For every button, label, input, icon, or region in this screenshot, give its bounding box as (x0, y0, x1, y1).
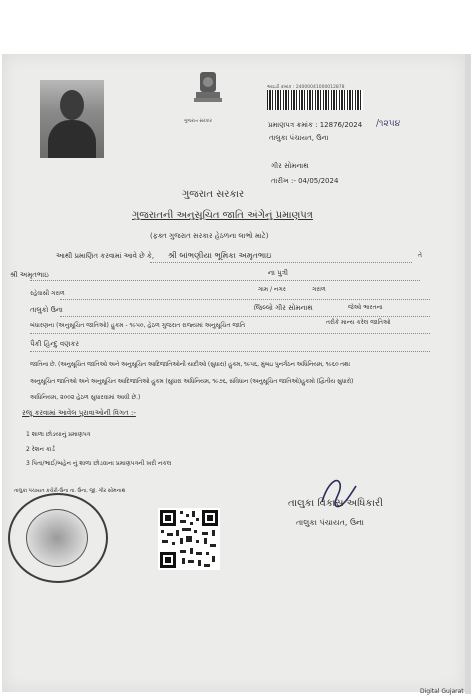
taluka: તાલુકો ઉના (30, 306, 63, 314)
signatory-office: તાલુકા પંચાયત, ઉના (296, 518, 364, 527)
district-line: ગીર સોમનાથ (271, 162, 309, 170)
handwritten-number: /૧૨૫૪ (376, 119, 401, 129)
legal-para-1: જાતિના છે. (અનુસૂચિત જાતિઓ અને અનુસૂચિત આદિજાતિઓની યાદીઓ (સુધારા) હુકમ, ૧૯૫૬, મુંબઇ પુનર્ગઠન અધિનિયમ, ૧૯૬૦ તથા (30, 361, 350, 368)
qr-code (158, 508, 220, 570)
caste: પૈકી હિન્દુ વણકર (30, 340, 79, 348)
evidence-heading: રજૂ કરવામાં આવેલ પુરાવાઓની વિગત :- (22, 409, 136, 417)
row4-end: જેઓ ભારતના (348, 304, 383, 311)
national-emblem-icon (186, 70, 230, 116)
evidence-item-3: 3 પિતા/ભાઈ/બહેન નું શાળા છોડવાના પ્રમાણપત્રની ખરી નકલ (26, 460, 172, 467)
barcode-number: આઇડી ક્રમાંક : 24000041000012878 (267, 85, 345, 90)
stamp-text: તાલુકા પંચાયત કચેરી-ઉના તા. ઉના, જી. ગીર સોમનાથ (14, 488, 126, 494)
applicant-photo (40, 80, 104, 158)
village-label: ગામ / નગર (258, 286, 286, 293)
signatory-title: તાલુકા વિકાસ અધિકારી (288, 498, 383, 509)
office-stamp (8, 488, 126, 583)
row4-line (60, 316, 430, 317)
office-line: તાલુકા પંચાયત, ઉના (269, 134, 329, 142)
village-value: ગરાળ (312, 286, 326, 293)
father-name: શ્રી અમૃતભાઇ (10, 271, 49, 279)
page-edge (465, 54, 471, 694)
row3-line (60, 299, 430, 300)
issue-date: તારીખ :- 04/05/2024 (271, 177, 339, 185)
evidence-item-1: 1 શાળા છોડયાનું પ્રમાણપત્ર (26, 431, 91, 438)
certify-prefix: આથી પ્રમાણિત કરવામાં આવે છે કે, (56, 252, 155, 260)
footer-corner: Digital Gujarat (420, 688, 464, 695)
name-line (150, 262, 412, 263)
order-line: બંધારણના (અનુસૂચિત જાતિઓ) હુકમ - ૧૯૫૦, હેઠળ ગુજરાત રાજ્યમાં અનુસૂચિત જાતિ (30, 322, 246, 329)
holder-name: શ્રી બાંભણીયા ભૂમિકા અમૃતભાઇ (168, 251, 272, 260)
government-heading: ગુજરાત સરકાર (182, 189, 245, 200)
legal-para-3: અધિનિયમ, ૨૦૦૨ હેઠળ સુધારવામાં આવી છે.) (30, 394, 141, 401)
certificate-number: પ્રમાણપત્ર ક્રમાંક : 12876/2024 (268, 121, 363, 129)
legal-para-2: અનુસૂચિત જાતિઓ અને અનુસૂચિત આદિજાતિઓ હુકમ (સુધારા અધિનિયમ, ૧૯૭૬, સંવિધાન (અનુસૂચિત જાતિઓ)હુકમો (દ્વિતીય સુધારો) (30, 378, 354, 385)
emblem-caption: ગુજરાત સરકાર (184, 119, 212, 124)
barcode (267, 90, 363, 110)
order-line-end: તરીકે માન્ય કરેલ જાતિઓ (326, 319, 391, 326)
evidence-item-2: 2 રેશન કાર્ડ (26, 446, 55, 453)
row5-line (30, 333, 430, 334)
residence: રહેવાસી ગરાળ (30, 290, 65, 297)
row2-line (30, 280, 420, 281)
suffix-te: તે (418, 252, 422, 259)
relation: ના પુત્રી (268, 269, 289, 277)
district: જિલ્લો ગીર સોમનાથ (254, 304, 313, 312)
certificate-subtitle: (ફક્ત ગુજરાત સરકાર હેઠળના લાભો માટે) (150, 232, 269, 240)
certificate-title: ગુજરાતની અનુસૂચિત જાતિ અંગેનું પ્રમાણપત્ર (132, 210, 313, 221)
row6-line (30, 351, 430, 352)
